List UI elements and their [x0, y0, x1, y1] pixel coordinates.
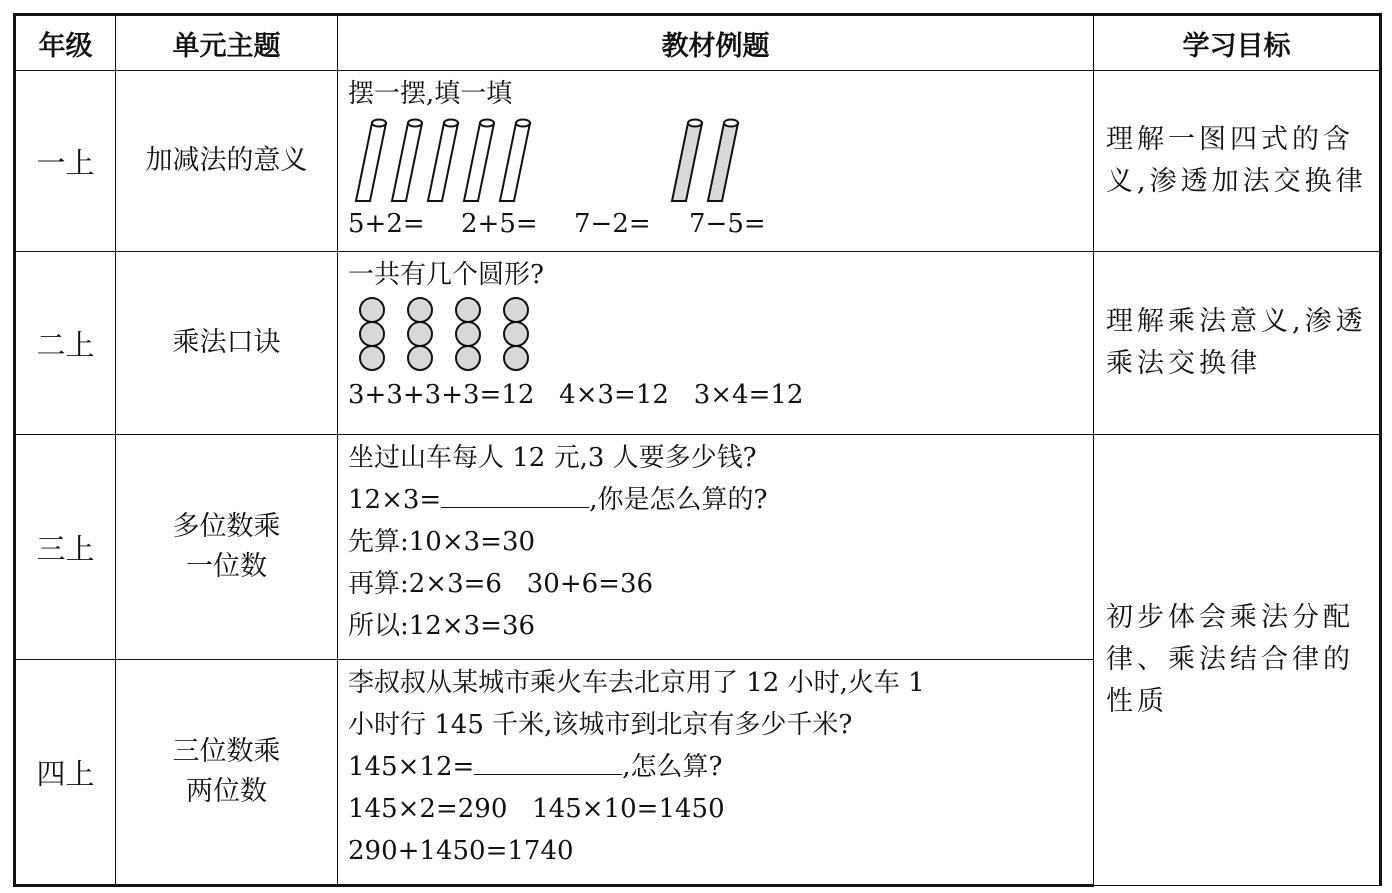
example-title: 摆一摆,填一填 [348, 79, 513, 109]
equation-2: 2+5= [461, 209, 538, 239]
table-row [15, 435, 1381, 660]
example-line: 再算:2×3=6 30+6=36 [348, 569, 654, 599]
example-line: 小时行 145 千米,该城市到北京有多少千米? [348, 710, 853, 740]
example-line [348, 479, 1093, 521]
example-prefix: 145×12= [348, 752, 475, 782]
goal-cell-shared: 初步体会乘法分配律、乘法结合律的性质 [1094, 435, 1381, 886]
stick-white-3 [428, 120, 458, 202]
equation-3: 7−2= [574, 209, 651, 239]
unit-cell [116, 660, 338, 886]
example-title: 一共有几个圆形? [348, 260, 544, 290]
table-row [15, 71, 1381, 252]
example-line: 290+1450=1740 [348, 836, 574, 866]
stick-white-1 [356, 120, 386, 202]
equation-4: 7−5= [689, 209, 766, 239]
unit-cell: 加减法的意义 [116, 71, 338, 252]
grade-cell: 一上 [15, 71, 116, 252]
equation-row [348, 207, 1093, 241]
grade-cell: 二上 [15, 252, 116, 435]
example-line: 李叔叔从某城市乘火车去北京用了 12 小时,火车 1 [348, 668, 925, 698]
curriculum-table [13, 13, 1382, 887]
stick-white-4 [464, 120, 494, 202]
stick-gray-2 [708, 120, 738, 202]
example-line [348, 746, 1093, 788]
example-suffix: ,怎么算? [622, 752, 723, 782]
header-goal: 学习目标 [1094, 15, 1381, 71]
header-grade: 年级 [15, 15, 116, 71]
grade-cell: 四上 [15, 660, 116, 886]
example-cell [338, 252, 1094, 435]
unit-line: 一位数 [186, 551, 267, 582]
unit-line: 三位数乘 [172, 736, 281, 767]
answer-blank [441, 483, 589, 508]
example-line: 145×2=290 145×10=1450 [348, 794, 725, 824]
answer-blank [474, 750, 622, 775]
unit-line: 两位数 [186, 776, 267, 807]
stick-gray-1 [672, 120, 702, 202]
header-row [15, 15, 1381, 71]
circles-figure [348, 296, 568, 374]
equation-line: 3+3+3+3=12 4×3=12 3×4=12 [348, 380, 804, 410]
unit-cell [116, 435, 338, 660]
example-suffix: ,你是怎么算的? [589, 485, 768, 515]
equation-1: 5+2= [348, 209, 425, 239]
unit-cell: 乘法口诀 [116, 252, 338, 435]
example-prefix: 12×3= [348, 485, 442, 515]
example-cell [338, 435, 1094, 660]
header-example: 教材例题 [338, 15, 1094, 71]
grade-cell: 三上 [15, 435, 116, 660]
stick-white-5 [500, 120, 530, 202]
table-row [15, 252, 1381, 435]
sticks-figure [348, 115, 768, 207]
example-line: 先算:10×3=30 [348, 527, 536, 557]
example-cell [338, 660, 1094, 886]
example-line: 所以:12×3=36 [348, 611, 536, 641]
example-cell [338, 71, 1094, 252]
stick-white-2 [392, 120, 422, 202]
goal-cell: 理解一图四式的含义,渗透加法交换律 [1094, 71, 1381, 252]
example-line: 坐过山车每人 12 元,3 人要多少钱? [348, 443, 757, 473]
unit-line: 多位数乘 [172, 511, 281, 542]
goal-cell: 理解乘法意义,渗透乘法交换律 [1094, 252, 1381, 435]
header-unit: 单元主题 [116, 15, 338, 71]
